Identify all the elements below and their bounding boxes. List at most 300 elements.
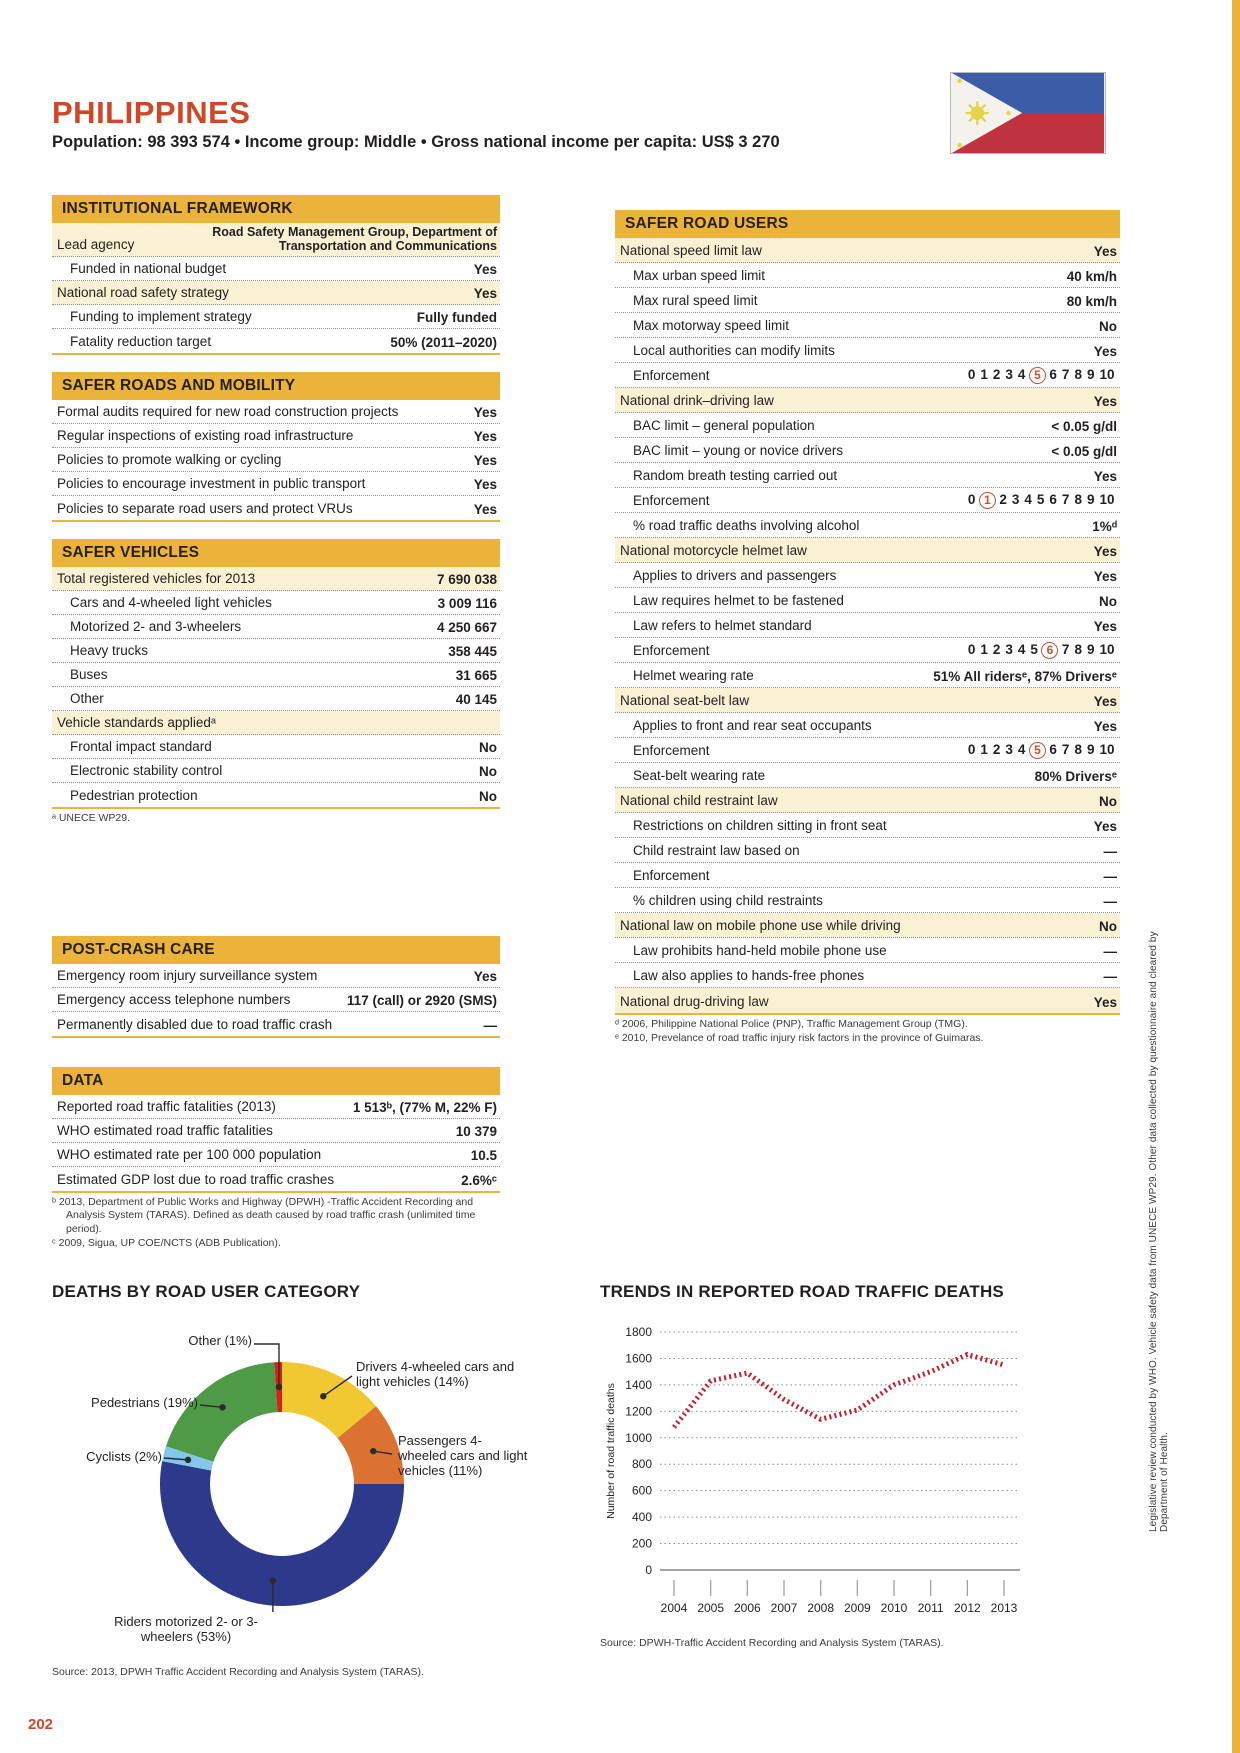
table-row (615, 713, 1120, 738)
table-row (615, 413, 1120, 438)
row-label: Buses (70, 667, 108, 683)
table-row (615, 438, 1120, 463)
row-label: Applies to drivers and passengers (633, 568, 837, 584)
table-row (52, 496, 500, 520)
y-tick-label: 1200 (625, 1404, 652, 1419)
slice-label-other: Other (1%) (188, 1333, 252, 1348)
section-post-crash-care (52, 936, 500, 1041)
row-value: < 0.05 g/dl (1051, 419, 1117, 434)
table-row (52, 472, 500, 496)
enforcement-score: 8 (1074, 742, 1082, 757)
table-row (52, 1167, 500, 1191)
x-tick-label: 2005 (697, 1601, 725, 1615)
section-header (52, 936, 500, 964)
table-row (52, 400, 500, 424)
enforcement-score: 2 (992, 742, 1001, 757)
row-label: WHO estimated rate per 100 000 population (57, 1147, 322, 1163)
row-label: Law also applies to hands-free phones (633, 968, 865, 984)
leader-dot (270, 1577, 276, 1583)
row-value: 10.5 (470, 1147, 497, 1163)
section-header (52, 372, 500, 400)
x-tick-label: 2010 (880, 1601, 908, 1615)
enforcement-score: 4 (1024, 492, 1032, 507)
row-value: Yes (473, 502, 497, 517)
table-row (52, 639, 500, 663)
footnote: ᵈ 2006, Philippine National Police (PNP), Traffic Management Group (TMG). (615, 1018, 968, 1030)
row-value: 358 445 (448, 644, 497, 659)
row-label: Reported road traffic fatalities (2013) (57, 1099, 276, 1115)
enforcement-score: 0 (967, 742, 976, 757)
enforcement-score: 1 (980, 642, 988, 657)
row-value: 4 250 667 (436, 620, 497, 635)
row-value: Yes (473, 286, 497, 301)
row-value: 10 379 (455, 1123, 497, 1139)
table-row (52, 783, 500, 807)
slice-label-riders: Riders motorized 2- or 3-wheelers (53%) (114, 1614, 258, 1644)
row-label: Law prohibits hand-held mobile phone use (633, 943, 887, 959)
table-row (52, 329, 500, 353)
footnote: ᶜ 2009, Sigua, UP COE/NCTS (ADB Publication). (52, 1236, 281, 1249)
enforcement-score: 1 (980, 367, 988, 382)
table-row (52, 1095, 500, 1119)
y-tick-label: 1000 (625, 1430, 652, 1445)
row-label: Estimated GDP lost due to road traffic crashes (57, 1172, 335, 1188)
table-row (615, 463, 1120, 488)
table-row (615, 288, 1120, 313)
enforcement-scale (965, 742, 1117, 759)
table-row (615, 963, 1120, 988)
row-label: Electronic stability control (70, 763, 223, 779)
row-label: Emergency access telephone numbers (57, 992, 291, 1008)
section-title: DATA (62, 1071, 104, 1089)
row-label: % road traffic deaths involving alcohol (633, 518, 860, 534)
table-row (615, 513, 1120, 538)
row-value: No (479, 789, 497, 804)
row-value: — (483, 1017, 497, 1033)
row-label: Frontal impact standard (70, 739, 212, 755)
side-vertical-note: Legislative review conducted by WHO. Vehicle safety data from UNECE WP29. Other data collected by questionnaire and cleared by Department of Health. (1148, 931, 1170, 1532)
row-value: Yes (1093, 469, 1117, 484)
enforcement-score: 2 (999, 492, 1007, 507)
row-label: National motorcycle helmet law (620, 543, 807, 559)
y-tick-label: 1400 (625, 1377, 652, 1392)
enforcement-score: 1 (980, 742, 988, 757)
table-row (615, 663, 1120, 688)
x-tick-label: 2012 (953, 1601, 981, 1615)
row-value: 2.6%ᶜ (461, 1172, 497, 1188)
table-row (615, 363, 1120, 388)
row-value: — (1103, 844, 1117, 859)
row-value: — (1103, 969, 1117, 984)
enforcement-score: 9 (1086, 492, 1095, 507)
enforcement-score: 9 (1086, 742, 1095, 757)
row-label: Max motorway speed limit (633, 318, 790, 334)
x-tick-label: 2009 (843, 1601, 871, 1615)
enforcement-score: 9 (1086, 367, 1095, 382)
enforcement-score: 0 (967, 492, 976, 507)
row-value: 1 513ᵇ, (77% M, 22% F) (352, 1099, 497, 1115)
enforcement-score: 10 (1099, 492, 1115, 507)
enforcement-score-circled: 5 (1029, 367, 1046, 384)
pie-chart-source: Source: 2013, DPWH Traffic Accident Recording and Analysis System (TARAS). (52, 1666, 424, 1678)
row-label: Lead agency (57, 237, 135, 253)
table-row (52, 1119, 500, 1143)
line-chart-title: TRENDS IN REPORTED ROAD TRAFFIC DEATHS (600, 1282, 1004, 1301)
row-value: Yes (473, 429, 497, 444)
row-value: Yes (1093, 544, 1117, 559)
row-label: National speed limit law (620, 243, 762, 259)
row-label: Restrictions on children sitting in front seat (633, 818, 887, 834)
row-label: BAC limit – general population (633, 418, 815, 434)
row-label: Seat-belt wearing rate (633, 768, 766, 784)
row-label: Permanently disabled due to road traffic crash (57, 1017, 333, 1033)
row-value: Yes (1093, 819, 1117, 834)
enforcement-scale (965, 642, 1117, 659)
enforcement-score: 10 (1099, 642, 1115, 657)
leader-dot (320, 1393, 326, 1399)
y-tick-label: 400 (631, 1510, 652, 1525)
table-row (52, 964, 500, 988)
row-label: Total registered vehicles for 2013 (57, 571, 256, 587)
row-label: Enforcement (633, 743, 710, 759)
table-row (615, 338, 1120, 363)
row-value: 31 665 (455, 668, 497, 683)
section-footnotes (615, 1015, 1120, 1045)
section-header (52, 195, 500, 223)
enforcement-score: 8 (1074, 642, 1082, 657)
enforcement-score-circled: 6 (1041, 642, 1058, 659)
section-rows (52, 223, 500, 355)
row-label: Policies to encourage investment in public transport (57, 476, 366, 492)
row-value: 51% All ridersᵉ, 87% Driversᵉ (933, 669, 1117, 684)
row-value: Yes (473, 477, 497, 492)
section-footnotes (52, 809, 500, 826)
enforcement-score: 4 (1017, 642, 1026, 657)
enforcement-score: 8 (1074, 367, 1082, 382)
y-tick-label: 800 (631, 1457, 652, 1472)
row-label: Policies to separate road users and protect VRUs (57, 501, 353, 517)
row-label: Cars and 4-wheeled light vehicles (70, 595, 272, 611)
right-column (615, 210, 1120, 1059)
enforcement-score: 5 (1030, 642, 1038, 657)
table-row (52, 424, 500, 448)
slice-label-pedestrians: Pedestrians (19%) (91, 1395, 198, 1410)
row-value: 40 145 (455, 692, 497, 707)
table-row (52, 711, 500, 735)
table-row (52, 663, 500, 687)
row-value: Road Safety Management Group, Department of Transportation and Communications (212, 225, 497, 253)
section-header (52, 539, 500, 567)
deaths-by-road-user-chart (52, 1282, 532, 1678)
section-title: SAFER ROAD USERS (625, 215, 789, 232)
enforcement-score: 7 (1061, 367, 1070, 382)
row-label: Enforcement (633, 868, 710, 884)
section-rows (52, 400, 500, 522)
row-value: 50% (2011–2020) (390, 335, 497, 350)
enforcement-score: 10 (1099, 367, 1115, 382)
enforcement-score: 7 (1061, 492, 1070, 507)
row-label: Enforcement (633, 493, 710, 509)
section-title: SAFER ROADS AND MOBILITY (62, 377, 296, 394)
table-row (52, 448, 500, 472)
table-row (615, 613, 1120, 638)
row-label: BAC limit – young or novice drivers (633, 443, 844, 459)
section-title: POST-CRASH CARE (62, 940, 215, 958)
country-stats-line: Population: 98 393 574 • Income group: Middle • Gross national income per capita: US$ 3 270 (52, 133, 780, 151)
row-value: 1%ᵈ (1092, 519, 1117, 534)
row-label: Enforcement (633, 643, 710, 659)
section-title: INSTITUTIONAL FRAMEWORK (62, 200, 293, 217)
table-row (615, 863, 1120, 888)
row-label: Local authorities can modify limits (633, 343, 835, 359)
page-number: 202 (28, 1716, 54, 1733)
leader-dot (219, 1404, 225, 1410)
section-safer-road-users (615, 210, 1120, 1045)
row-label: Enforcement (633, 368, 710, 384)
leader-dot (370, 1448, 376, 1454)
enforcement-score: 8 (1074, 492, 1082, 507)
table-row (52, 759, 500, 783)
x-tick-label: 2004 (660, 1601, 688, 1615)
enforcement-score: 2 (992, 642, 1001, 657)
slice-label-drivers: Drivers 4-wheeled cars and light vehicles (14%) (356, 1359, 515, 1389)
row-label: Other (70, 691, 104, 707)
section-rows (615, 238, 1120, 1015)
row-value: 80% Driversᵉ (1034, 769, 1117, 784)
row-label: Funded in national budget (70, 261, 227, 277)
philippines-flag-image (950, 72, 1106, 154)
y-axis-title: Number of road traffic deaths (605, 1383, 617, 1519)
leader-dot (185, 1457, 191, 1463)
row-label: Pedestrian protection (70, 788, 198, 804)
table-row (615, 788, 1120, 813)
row-value: Yes (1093, 244, 1117, 259)
row-label: Funding to implement strategy (70, 309, 252, 325)
enforcement-score: 9 (1086, 642, 1095, 657)
enforcement-scale (965, 492, 1117, 509)
table-row (615, 913, 1120, 938)
line-chart-source: Source: DPWH-Traffic Accident Recording and Analysis System (TARAS). (600, 1637, 944, 1649)
enforcement-score: 6 (1049, 742, 1057, 757)
section-header (615, 210, 1120, 238)
row-value: Yes (473, 968, 497, 984)
row-label: Motorized 2- and 3-wheelers (70, 619, 242, 635)
y-tick-label: 0 (645, 1563, 652, 1577)
row-label: National drink–driving law (620, 393, 774, 409)
table-row (615, 313, 1120, 338)
section-data (52, 1067, 500, 1251)
section-safer-vehicles (52, 539, 500, 826)
enforcement-score: 5 (1036, 492, 1045, 507)
row-value: 3 009 116 (437, 596, 497, 611)
row-value: — (1103, 944, 1117, 959)
footnote: ᵉ 2010, Prevelance of road traffic injury risk factors in the province of Guimaras. (615, 1031, 984, 1044)
section-rows (52, 1095, 500, 1193)
enforcement-scale (965, 367, 1117, 384)
row-value: No (1099, 919, 1117, 934)
trend-line (674, 1354, 1004, 1427)
table-row (52, 591, 500, 615)
row-value: < 0.05 g/dl (1051, 444, 1117, 459)
x-tick-label: 2011 (917, 1601, 944, 1615)
table-row (52, 257, 500, 281)
row-value: No (479, 740, 497, 755)
table-row (615, 638, 1120, 663)
y-tick-label: 200 (631, 1536, 652, 1551)
table-row (52, 687, 500, 711)
pie-chart-title: DEATHS BY ROAD USER CATEGORY (52, 1282, 361, 1301)
y-tick-label: 1600 (625, 1351, 652, 1366)
x-tick-label: 2006 (733, 1601, 761, 1615)
table-row (615, 538, 1120, 563)
row-label: Fatality reduction target (70, 334, 212, 350)
enforcement-score: 4 (1017, 367, 1026, 382)
table-row (52, 1143, 500, 1167)
row-value: Yes (1093, 619, 1117, 634)
leader-dot (276, 1384, 282, 1390)
table-row (615, 588, 1120, 613)
x-tick-label: 2013 (990, 1601, 1018, 1615)
table-row (52, 1012, 500, 1036)
row-label: Random breath testing carried out (633, 468, 838, 484)
enforcement-score: 3 (1005, 367, 1013, 382)
row-value: Yes (1093, 694, 1117, 709)
section-footnotes (52, 355, 500, 358)
enforcement-score: 6 (1049, 367, 1057, 382)
row-value: Yes (1093, 995, 1117, 1010)
page-title: PHILIPPINES (52, 94, 251, 130)
section-footnotes (52, 1038, 500, 1041)
row-value: Yes (473, 453, 497, 468)
row-label: Regular inspections of existing road infrastructure (57, 428, 354, 444)
enforcement-score: 3 (1005, 642, 1013, 657)
table-row (52, 281, 500, 305)
line-chart-svg (600, 1318, 1030, 1626)
section-rows (52, 567, 500, 809)
table-row (615, 938, 1120, 963)
enforcement-score-circled: 1 (979, 492, 996, 509)
row-value: Yes (1093, 344, 1117, 359)
row-value: No (479, 764, 497, 779)
section-title: SAFER VEHICLES (62, 544, 200, 561)
row-label: Max rural speed limit (633, 293, 758, 309)
table-row (52, 988, 500, 1012)
row-value: No (1099, 319, 1117, 334)
enforcement-score: 6 (1049, 492, 1057, 507)
table-row (615, 838, 1120, 863)
enforcement-score: 7 (1061, 642, 1070, 657)
x-tick-label: 2008 (807, 1601, 835, 1615)
donut-chart (52, 1312, 532, 1660)
enforcement-score: 10 (1099, 742, 1115, 757)
table-row (52, 735, 500, 759)
y-tick-label: 600 (631, 1483, 652, 1498)
footnote: ᵇ 2013, Department of Public Works and Highway (DPWH) -Traffic Accident Recording and Analysis System (TARAS). Defined as death caused by road traffic crash (unlimited time period). (52, 1195, 476, 1235)
donut-slice-pedestrians (166, 1362, 278, 1462)
table-row (615, 688, 1120, 713)
row-value: Yes (473, 262, 497, 277)
row-label: WHO estimated road traffic fatalities (57, 1123, 273, 1139)
table-row (615, 238, 1120, 263)
row-value: 117 (call) or 2920 (SMS) (346, 992, 497, 1008)
row-value: 40 km/h (1066, 269, 1117, 284)
table-row (615, 263, 1120, 288)
row-value: Yes (473, 405, 497, 420)
row-value: — (1103, 894, 1117, 909)
row-label: Heavy trucks (70, 643, 149, 659)
left-column (52, 195, 500, 1264)
slice-label-cyclists: Cyclists (2%) (86, 1449, 162, 1464)
row-value: No (1099, 794, 1117, 809)
row-value: 7 690 038 (436, 572, 497, 587)
table-row (615, 388, 1120, 413)
section-header (52, 1067, 500, 1095)
row-label: National child restraint law (620, 793, 778, 809)
page-edge-gold-strip (1232, 0, 1240, 1753)
row-value: Fully funded (416, 310, 497, 325)
enforcement-score: 3 (1011, 492, 1020, 507)
slice-label-passengers: Passengers 4-wheeled cars and light vehicles (11%) (398, 1433, 528, 1478)
table-row (615, 763, 1120, 788)
row-value: Yes (1093, 719, 1117, 734)
table-row (52, 567, 500, 591)
row-label: Emergency room injury surveillance system (57, 968, 318, 984)
enforcement-score-circled: 5 (1029, 742, 1046, 759)
row-label: National law on mobile phone use while driving (620, 918, 901, 934)
row-label: Child restraint law based on (633, 843, 800, 859)
enforcement-score: 3 (1005, 742, 1013, 757)
table-row (615, 813, 1120, 838)
row-label: Law requires helmet to be fastened (633, 593, 844, 609)
enforcement-score: 4 (1017, 742, 1026, 757)
table-row (615, 563, 1120, 588)
row-label: National seat-belt law (620, 693, 750, 709)
row-label: Policies to promote walking or cycling (57, 452, 282, 468)
row-value: — (1103, 869, 1117, 884)
footnote: ᵃ UNECE WP29. (52, 812, 131, 824)
row-value: Yes (1093, 394, 1117, 409)
row-label: Helmet wearing rate (633, 668, 754, 684)
section-safer-roads-and-mobility (52, 372, 500, 525)
row-label: National drug-driving law (620, 994, 769, 1010)
section-rows (52, 964, 500, 1038)
table-row (615, 988, 1120, 1013)
x-tick-label: 2007 (770, 1601, 798, 1615)
trends-chart (600, 1282, 1030, 1649)
enforcement-score: 0 (967, 642, 976, 657)
table-row (52, 305, 500, 329)
y-tick-label: 1800 (625, 1325, 652, 1339)
row-value: Yes (1093, 569, 1117, 584)
row-label: Max urban speed limit (633, 268, 766, 284)
row-value: 80 km/h (1066, 294, 1117, 309)
section-footnotes (52, 522, 500, 525)
row-label: National road safety strategy (57, 285, 229, 301)
row-label: Vehicle standards appliedᵃ (57, 715, 216, 731)
section-institutional-framework (52, 195, 500, 358)
enforcement-score: 7 (1061, 742, 1070, 757)
table-row (615, 888, 1120, 913)
table-row (52, 223, 500, 257)
row-label: % children using child restraints (633, 893, 823, 909)
table-row (615, 488, 1120, 513)
row-label: Law refers to helmet standard (633, 618, 812, 634)
row-value: No (1099, 594, 1117, 609)
section-footnotes (52, 1193, 500, 1251)
table-row (615, 738, 1120, 763)
row-label: Applies to front and rear seat occupants (633, 718, 872, 734)
enforcement-score: 0 (967, 367, 976, 382)
